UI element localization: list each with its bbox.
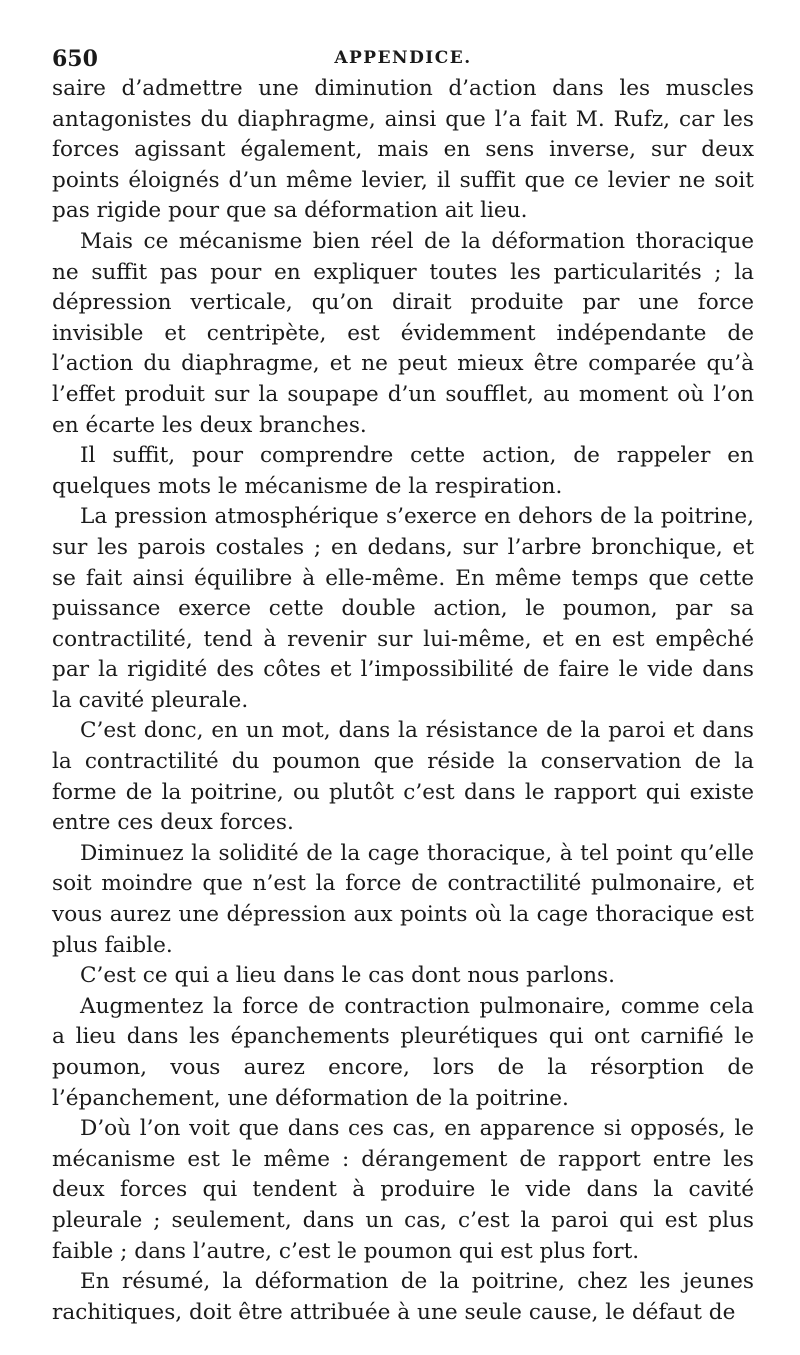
paragraph: C’est donc, en un mot, dans la résistance de la paroi et dans la contractilité du poumon que réside la conservation de la forme de la poitrine, ou plutôt c’est dans le rapport qui existe entre ces deux forces. [52,718,754,836]
page-number: 650 [52,46,98,72]
running-head: APPENDICE. [334,48,472,68]
page-header [52,40,754,74]
paragraph-continued: saire d’admettre une diminution d’action dans les muscles antagonistes du diaphragme, ainsi que l’a fait M. Rufz, car les forces agissant également, mais en sens inverse, sur deux points éloignés d’un même levier, il suffit que ce levier ne soit pas rigide pour que sa déformation ait lieu. [52,76,754,224]
paragraph: Il suffit, pour comprendre cette action, de rappeler en quelques mots le mécanisme de la respiration. [52,443,754,499]
paragraph: Augmentez la force de contraction pulmonaire, comme cela a lieu dans les épanchements pleurétiques qui ont carnifié le poumon, vous aurez encore, lors de la résorption de l’épanchement, une déformation de la poitrine. [52,993,754,1111]
body-text [52,74,754,1328]
paragraph: Mais ce mécanisme bien réel de la déformation thoracique ne suffit pas pour en expliquer toutes les particularités ; la dépression verticale, qu’on dirait produite par une force invisible et centripète, est évidemment indépendante de l’action du diaphragme, et ne peut mieux être comparée qu’à l’effet produit sur la soupape d’un soufflet, au moment où l’on en écarte les deux branches. [52,228,754,438]
paragraph: C’est ce qui a lieu dans le cas dont nous parlons. [80,963,615,989]
paragraph: La pression atmosphérique s’exerce en dehors de la poitrine, sur les parois costales ; en dedans, sur l’arbre bronchique, et se fait ainsi équilibre à elle-même. En même temps que cette puissance exerce cette double action, le poumon, par sa contractilité, tend à revenir sur lui-même, et en est empêché par la rigidité des côtes et l’impossibilité de faire le vide dans la cavité pleurale. [52,504,754,713]
paragraph: Diminuez la solidité de la cage thoracique, à tel point qu’elle soit moindre que n’est la force de contractilité pulmonaire, et vous aurez une dépression aux points où la cage thoracique est plus faible. [52,840,754,958]
paragraph: En résumé, la déformation de la poitrine, chez les jeunes rachitiques, doit être attribuée à une seule cause, le défaut de [52,1269,754,1325]
paragraph: D’où l’on voit que dans ces cas, en apparence si opposés, le mécanisme est le même : dérangement de rapport entre les deux forces qui tendent à produire le vide dans la cavité pleurale ; seulement, dans un cas, c’est la paroi qui est plus faible ; dans l’autre, c’est le poumon qui est plus fort. [52,1116,754,1264]
